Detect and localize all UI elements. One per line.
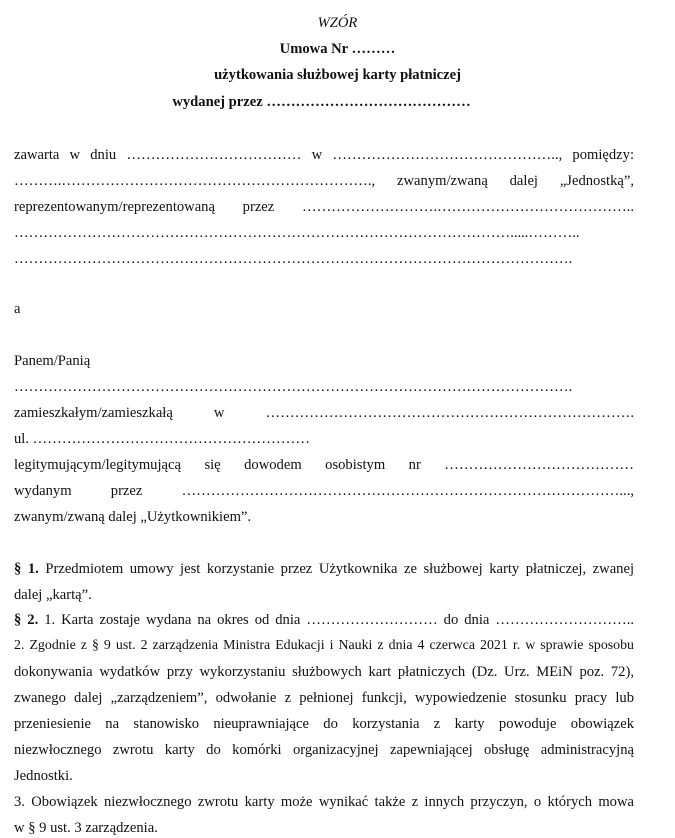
section-1-mark: § 1. bbox=[14, 561, 39, 577]
section-2-point-2-line-2: dokonywania wydatków przy wykorzystaniu służbowych kart płatniczych (Dz. Urz. MEiN poz. 72), bbox=[14, 664, 634, 680]
section-2-point-3-line-1: 3. Obowiązek niezwłocznego zwrotu karty może wynikać także z innych przyczyn, o których mowa bbox=[14, 794, 634, 810]
section-2-point-2-line-1: 2. Zgodnie z § 9 ust. 2 zarządzenia Ministra Edukacji i Nauki z dnia 4 czerwca 2021 r. w sprawie sposobu bbox=[14, 638, 634, 653]
party1-line-name: ……….………………………………………………………., zwanym/zwaną dalej „Jednostką”, bbox=[14, 173, 634, 189]
party1-line-representative: reprezentowanym/reprezentowaną przez ……………………….………………………………….. bbox=[14, 199, 634, 215]
contract-title: Umowa Nr ……… bbox=[279, 41, 396, 57]
section-2-point-3-line-2: w § 9 ust. 3 zarządzenia. bbox=[14, 820, 158, 836]
section-1-line-1 bbox=[14, 560, 634, 578]
party2-line-issuer: wydanym przez ………………………………………………………………………………..., bbox=[14, 483, 634, 499]
party2-line-blank: ……………………………………………………………………………………………………. bbox=[14, 379, 573, 395]
party2-line-residence: zamieszkałym/zamieszkałą w …………………………………………………………………. bbox=[14, 405, 634, 421]
party2-line-id: legitymującym/legitymującą się dowodem osobistym nr ………………………………… bbox=[14, 457, 634, 473]
section-2-point-1: 1. Karta zostaje wydana na okres od dnia ……………………… do dnia ……………………….. bbox=[44, 612, 634, 628]
conjunction-and: a bbox=[14, 301, 21, 317]
section-2-point-2-line-5: niezwłocznego zwrotu karty do komórki organizacyjnej zapewniającej obsługę administracyjną bbox=[14, 742, 634, 758]
party1-line-blank-2: ……………………………………………………………………………………………………. bbox=[14, 251, 573, 267]
section-2-mark: § 2. bbox=[14, 612, 39, 628]
party2-line-alias: zwanym/zwaną dalej „Użytkownikiem”. bbox=[14, 509, 252, 525]
section-2-point-2-line-6: Jednostki. bbox=[14, 768, 73, 784]
section-2-point-2-line-3: zwanego dalej „zarządzeniem”, odwołanie z pełnionej funkcji, wypowiedzenie stosunku pracy lub bbox=[14, 690, 634, 706]
section-1-line-2: dalej „kartą”. bbox=[14, 587, 92, 603]
party2-salutation: Panem/Panią bbox=[14, 353, 91, 369]
template-label: WZÓR bbox=[317, 15, 358, 31]
party2-line-street: ul. ………………………………………………… bbox=[14, 431, 310, 447]
party1-line-blank-1: ………………………………………………………………………………………….....……….. bbox=[14, 225, 580, 241]
section-2-point-2-line-4: przeniesienie na stanowisko nieuprawniające do korzystania z karty powoduje obowiązek bbox=[14, 716, 634, 732]
section-2-line-1 bbox=[14, 611, 634, 629]
party1-line-date: zawarta w dniu ……………………………… w ……………………………………….., pomiędzy: bbox=[14, 147, 634, 163]
section-1-text: Przedmiotem umowy jest korzystanie przez Użytkownika ze służbowej karty płatniczej, zwanej bbox=[45, 561, 635, 577]
contract-subtitle: użytkowania służbowej karty płatniczej bbox=[214, 67, 461, 83]
contract-issuer: wydanej przez …………………………………… bbox=[172, 94, 471, 110]
